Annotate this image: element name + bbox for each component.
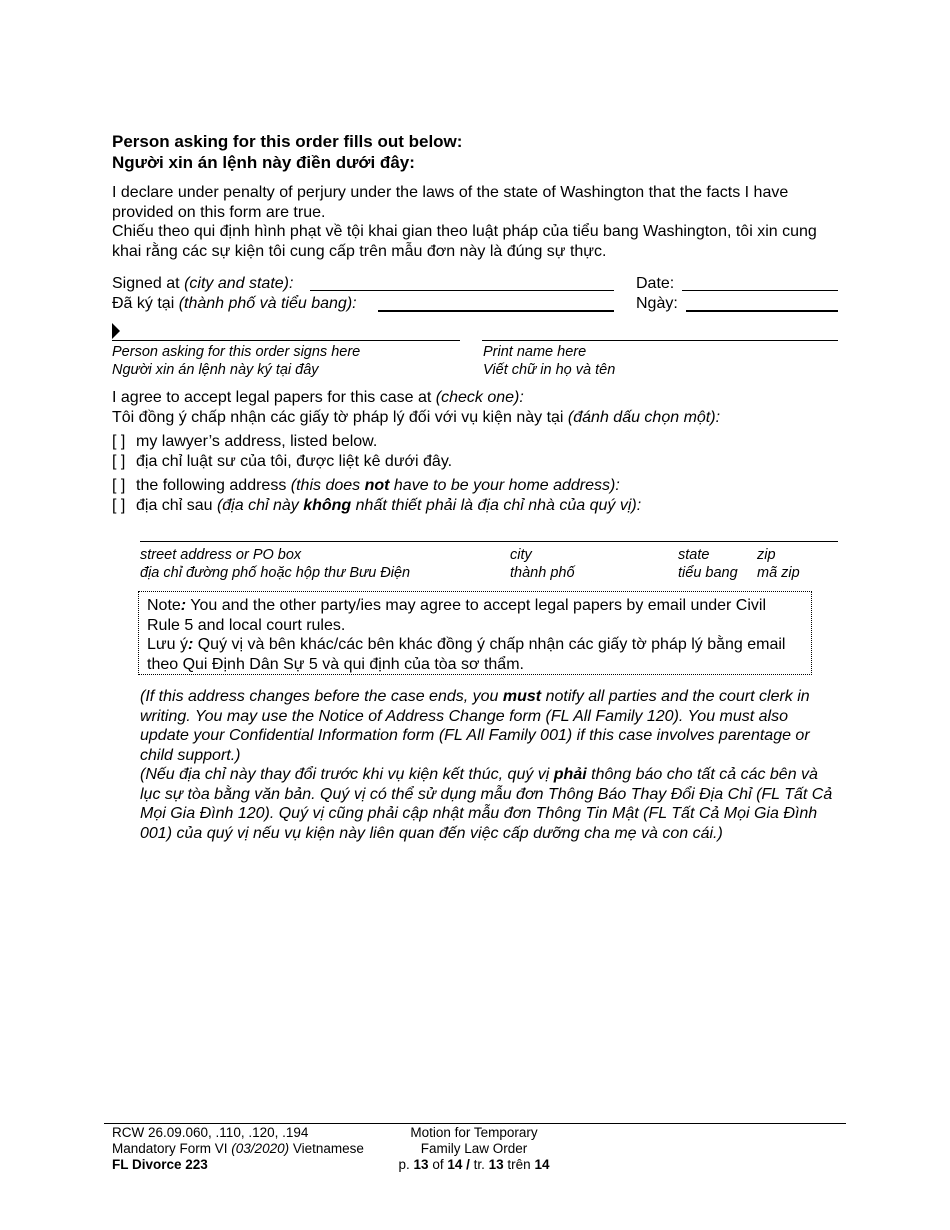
option-following-vi[interactable]: [ ] địa chỉ sau (địa chỉ này không nhất thiết phải là địa chỉ nhà của quý vị):	[112, 497, 642, 514]
date-field[interactable]	[682, 290, 838, 291]
date-field-vi[interactable]	[686, 310, 838, 312]
heading-en: Person asking for this order fills out below:	[112, 132, 463, 151]
accept-en: I agree to accept legal papers for this case at (check one):	[112, 389, 524, 406]
option-lawyer-en[interactable]: [ ] my lawyer’s address, listed below.	[112, 433, 378, 450]
zip-caption: zip mã zip	[757, 547, 800, 581]
footer-title-2: Family Law Order	[420, 1141, 528, 1156]
city-caption: city thành phố	[510, 547, 575, 581]
section-heading	[112, 131, 462, 173]
footer-form-id: FL Divorce 223	[112, 1157, 208, 1172]
change-notice-vi: (Nếu địa chỉ này thay đổi trước khi vụ kiện kết thúc, quý vị phải thông báo cho tất cả các bên và lục sự tòa bằng văn bản. Quý vị có thể sử dụng mẫu đơn Thông Báo Thay Đổi Địa Chỉ (FL Tất Cả Mọi Gia Đình 120). Quý vị cũng phải cập nhật mẫu đơn Thông Tin Mật (FL Tất Cả Mọi Gia Đình 001) của quý vị nếu vụ kiện này liên quan đến việc cấp dưỡng cha mẹ và con cái.)	[140, 766, 833, 842]
footer-left	[112, 1125, 364, 1173]
declaration-en: I declare under penalty of perjury under the laws of the state of Washington that the facts I have provided on this form are true.	[112, 184, 789, 221]
footer-divider	[104, 1123, 846, 1124]
checkbox-lawyer-vi[interactable]: [ ]	[112, 453, 126, 470]
signed-at-field[interactable]	[310, 290, 614, 291]
state-caption: state tiểu bang	[678, 547, 738, 581]
email-note-box	[138, 591, 812, 675]
accept-vi: Tôi đồng ý chấp nhận các giấy tờ pháp lý đối với vụ kiện này tại (đánh dấu chọn một):	[112, 409, 721, 426]
date-label-en: Date:	[636, 275, 675, 292]
signed-at-field-vi[interactable]	[378, 310, 614, 312]
footer-mandatory: Mandatory Form VI (03/2020) Vietnamese	[112, 1141, 364, 1156]
signed-at-en-label: Signed at (city and state):	[112, 275, 294, 292]
print-name-field[interactable]	[482, 340, 838, 341]
signed-at-vi-label: Đã ký tại (thành phố và tiểu bang):	[112, 295, 357, 312]
footer-rcw: RCW 26.09.060, .110, .120, .194	[112, 1125, 309, 1140]
checkbox-following-vi[interactable]: [ ]	[112, 497, 126, 514]
checkbox-lawyer[interactable]: [ ]	[112, 433, 126, 450]
street-caption: street address or PO box địa chỉ đường phố hoặc hộp thư Bưu Điện	[140, 547, 411, 581]
print-name-caption: Print name here Viết chữ in họ và tên	[483, 344, 616, 378]
signature-field[interactable]	[112, 340, 460, 341]
declaration-vi: Chiếu theo qui định hình phạt về tội khai gian theo luật pháp của tiểu bang Washington, tôi xin cung khai rằng các sự kiện tôi cung cấp trên mẫu đơn này là đúng sự thực.	[112, 223, 817, 260]
checkbox-following[interactable]: [ ]	[112, 477, 126, 494]
change-notice-en: (If this address changes before the case ends, you must notify all parties and the court clerk in writing. You may use the Notice of Address Change form (FL All Family 120). You must also update your Confidential Information form (FL All Family 001) if this case involves parentage or child support.)	[140, 688, 810, 764]
footer-page-number: p. 13 of 14 / tr. 13 trên 14	[398, 1157, 550, 1172]
option-lawyer-vi[interactable]: [ ] địa chỉ luật sư của tôi, được liệt kê dưới đây.	[112, 453, 453, 470]
signature-arrow-icon	[112, 323, 120, 339]
note-vi: Lưu ý: Quý vị và bên khác/các bên khác đồng ý chấp nhận các giấy tờ pháp lý bằng email theo Qui Định Dân Sự 5 và qui định của tòa sơ thẩm.	[147, 636, 786, 673]
footer-center	[374, 1125, 574, 1173]
note-en: Note: You and the other party/ies may agree to accept legal papers by email under Civil Rule 5 and local court rules.	[147, 597, 767, 634]
footer-title-1: Motion for Temporary	[410, 1125, 538, 1140]
declaration	[112, 183, 842, 261]
address-change-notice	[140, 687, 840, 843]
address-field[interactable]	[140, 541, 838, 542]
date-label-vi: Ngày:	[636, 295, 678, 312]
heading-vi: Người xin án lệnh này điền dưới đây:	[112, 153, 415, 172]
signature-caption: Person asking for this order signs here Người xin án lệnh này ký tại đây	[112, 344, 361, 378]
option-following-en[interactable]: [ ] the following address (this does not have to be your home address):	[112, 477, 620, 494]
